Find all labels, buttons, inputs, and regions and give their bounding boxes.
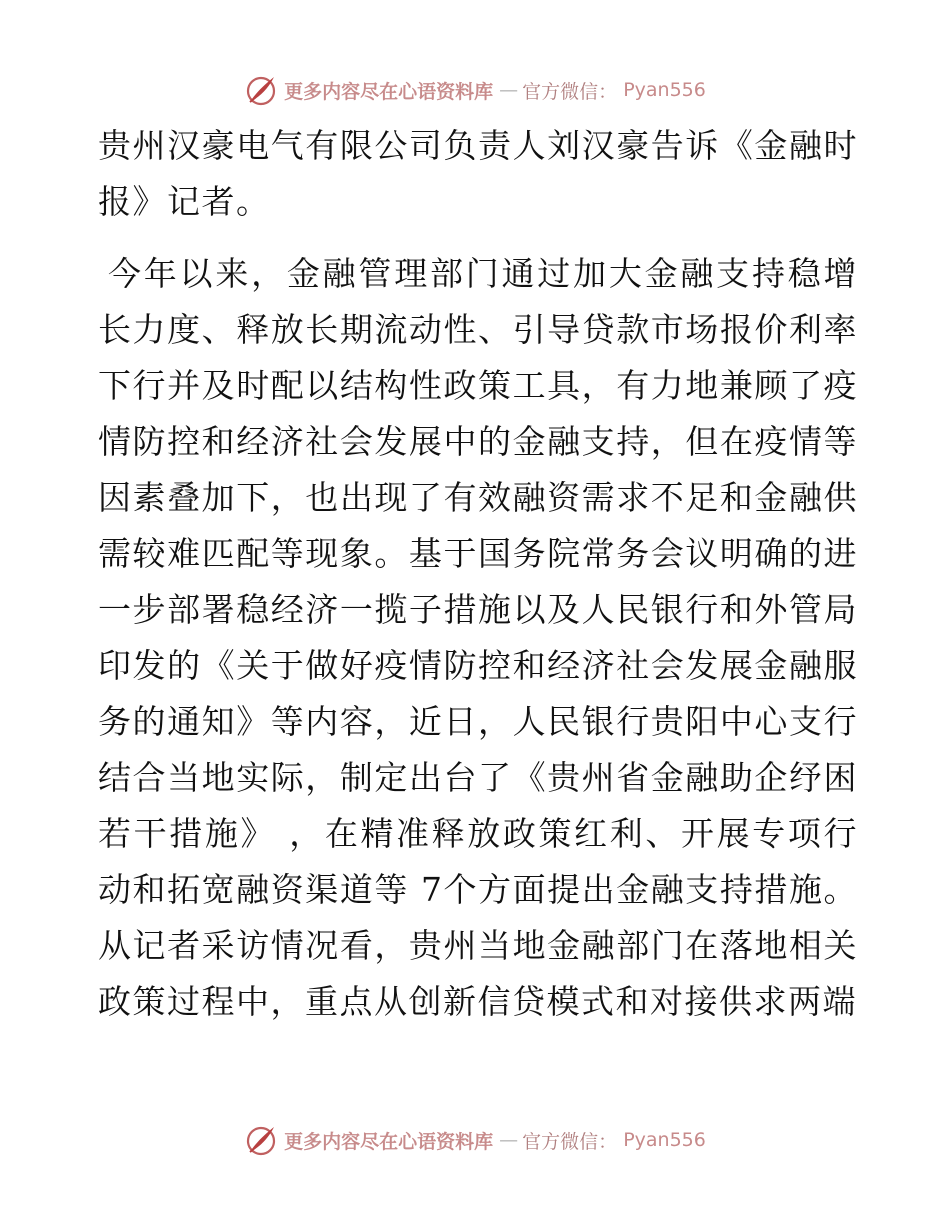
- document-body: [98, 118, 858, 1030]
- watermark-wechat-label: 官方微信：: [522, 1130, 618, 1153]
- watermark-dash: —: [499, 1129, 517, 1151]
- watermark-dash: —: [499, 79, 517, 101]
- watermark-site-text: 更多内容尽在心语资料库: [284, 1130, 494, 1153]
- watermark-site-text: 更多内容尽在心语资料库: [284, 80, 494, 103]
- watermark-wechat-id: Pyan556: [623, 79, 706, 101]
- quill-logo-icon: [244, 1123, 278, 1157]
- header-watermark: [0, 70, 950, 110]
- quill-logo-icon: [244, 73, 278, 107]
- footer-watermark: [0, 1120, 950, 1160]
- watermark-wechat-id: Pyan556: [623, 1129, 706, 1151]
- watermark-wechat-label: 官方微信：: [522, 80, 618, 103]
- paragraph-1: 贵州汉豪电气有限公司负责人刘汉豪告诉《金融时报》记者。: [98, 126, 858, 221]
- paragraph-2: 今年以来，金融管理部门通过加大金融支持稳增长力度、释放长期流动性、引导贷款市场报价利率下行并及时配以结构性政策工具，有力地兼顾了疫情防控和经济社会发展中的金融支持，但在疫情等因素叠加下，也出现了有效融资需求不足和金融供需较难匹配等现象。基于国务院常务会议明确的进一步部署稳经济一揽子措施以及人民银行和外管局印发的《关于做好疫情防控和经济社会发展金融服务的通知》等内容，近日，人民银行贵阳中心支行结合当地实际，制定出台了《贵州省金融助企纾困若干措施》 ，在精准释放政策红利、开展专项行动和拓宽融资渠道等 7个方面提出金融支持措施。从记者采访情况看，贵州当地金融部门在落地相关政策过程中，重点从创新信贷模式和对接供求两端: [98, 254, 858, 1021]
